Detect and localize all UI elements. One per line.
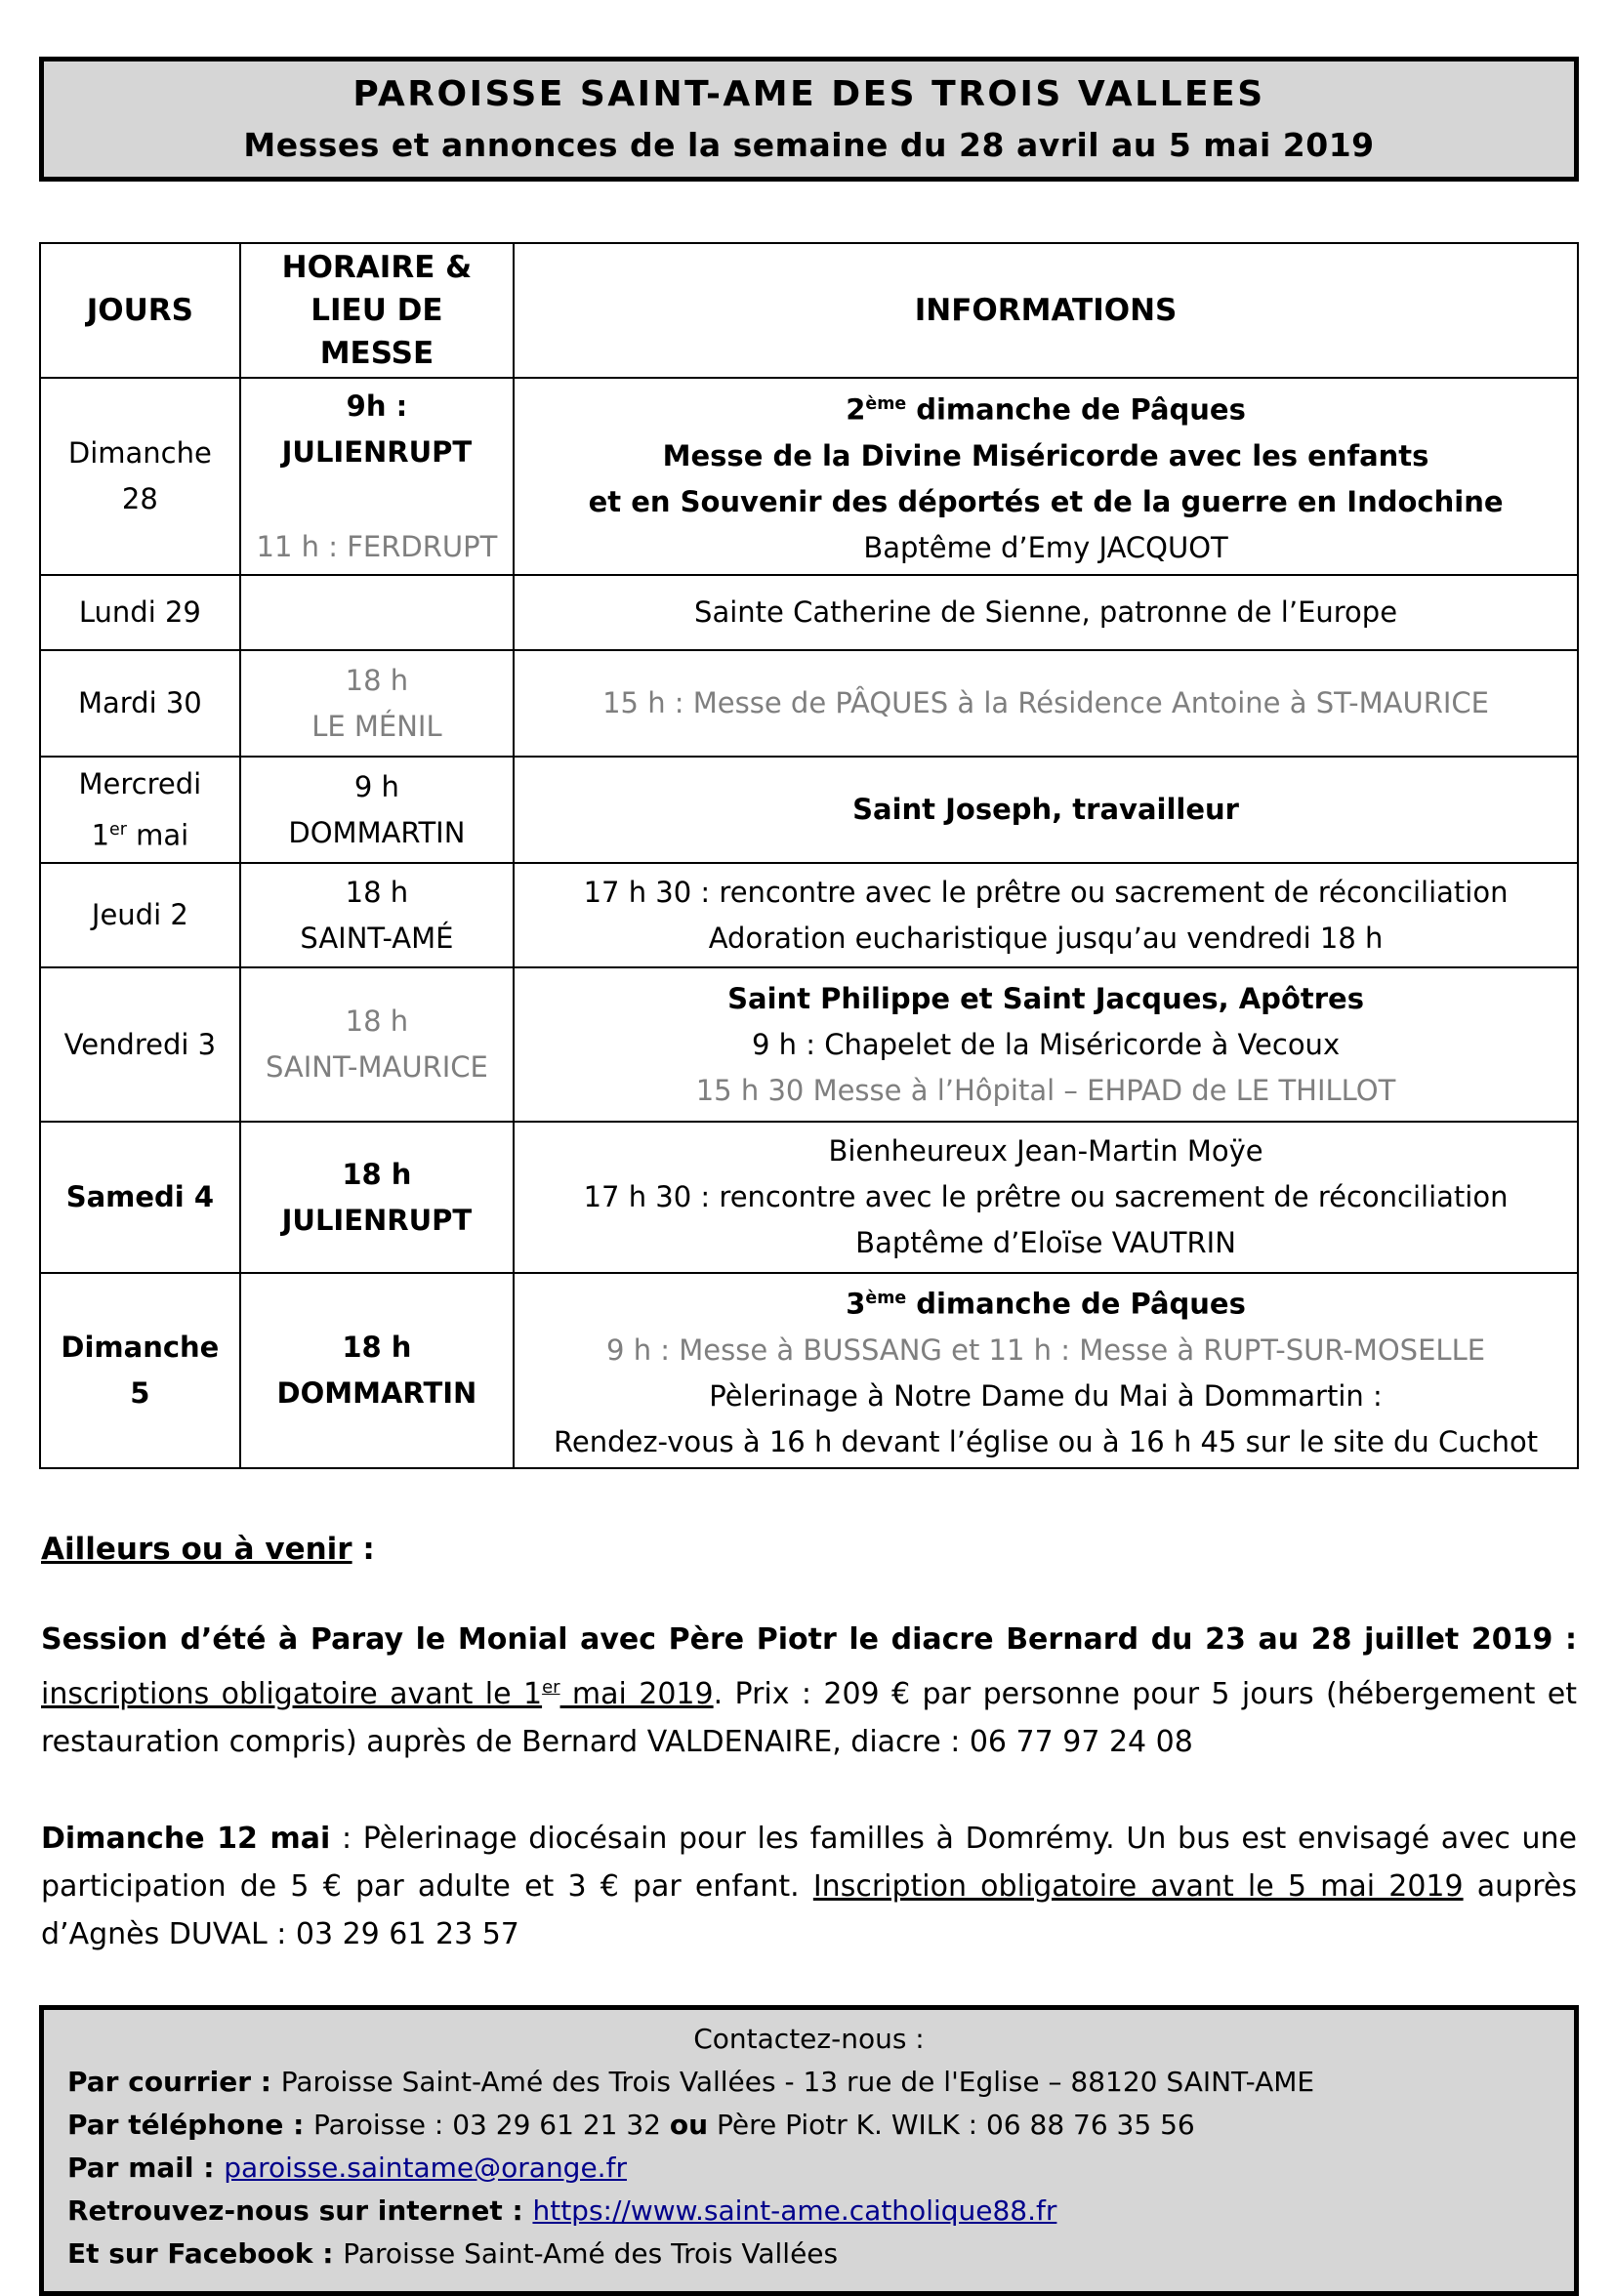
day-cell xyxy=(40,1273,240,1468)
text-segment: Paroisse Saint-Amé des Trois Vallées - 13 rue de l'Eglise – 88120 SAINT-AME xyxy=(280,2065,1315,2098)
column-header-line: INFORMATIONS xyxy=(914,293,1178,328)
info-line xyxy=(522,479,1569,525)
text-segment: 9h : JULIENRUPT xyxy=(281,389,473,469)
day-line xyxy=(49,1022,231,1068)
text-segment: Retrouvez-nous sur internet : xyxy=(67,2194,533,2227)
info-line xyxy=(522,976,1569,1022)
contact-box xyxy=(39,2005,1579,2296)
info-line xyxy=(522,382,1569,433)
day-cell xyxy=(40,863,240,967)
day-line xyxy=(49,1174,231,1220)
text-segment: Baptême d’Eloïse VAUTRIN xyxy=(855,1226,1236,1259)
text-segment: Dimanche 5 xyxy=(61,1330,220,1410)
schedule-line xyxy=(249,704,505,750)
text-segment: 1 xyxy=(91,818,110,852)
schedule-line xyxy=(249,1198,505,1244)
text-segment: Paroisse : 03 29 61 21 32 xyxy=(313,2108,670,2141)
document-header xyxy=(39,57,1579,182)
text-segment: SAINT-MAURICE xyxy=(265,1050,488,1084)
schedule-line xyxy=(249,1371,505,1416)
text-segment: Rendez-vous à 16 h devant l’église ou à 16 h 45 sur le site du Cuchot xyxy=(554,1424,1539,1458)
text-segment: Lundi 29 xyxy=(78,595,201,629)
day-cell xyxy=(40,575,240,650)
info-line xyxy=(522,870,1569,916)
text-segment: Dimanche 12 mai xyxy=(41,1821,331,1856)
text-segment: Dimanche 28 xyxy=(67,436,212,515)
info-line xyxy=(522,1276,1569,1328)
text-segment: Jeudi 2 xyxy=(91,898,188,931)
table-row xyxy=(40,650,1578,757)
day-line xyxy=(49,892,231,938)
info-cell xyxy=(514,863,1578,967)
info-line xyxy=(522,1068,1569,1114)
text-segment: dimanche de Pâques xyxy=(906,1287,1246,1321)
text-segment: Samedi 4 xyxy=(65,1180,215,1213)
contact-line xyxy=(67,2233,1551,2276)
info-line xyxy=(522,680,1569,726)
announcements-section xyxy=(39,1532,1579,1958)
text-segment: 9 h xyxy=(353,769,399,803)
info-line xyxy=(522,1419,1569,1465)
text-segment: 2 xyxy=(846,392,866,427)
schedule-line xyxy=(249,1325,505,1371)
text-segment: Saint Joseph, travailleur xyxy=(852,793,1239,826)
text-segment: 11 h : FERDRUPT xyxy=(256,529,498,563)
column-header xyxy=(514,243,1578,378)
text-segment: 18 h xyxy=(345,1004,409,1038)
text-segment: ou xyxy=(669,2108,709,2141)
schedule-line xyxy=(249,999,505,1045)
table-row xyxy=(40,757,1578,863)
text-segment: er xyxy=(109,819,127,840)
text-segment: Père Piotr K. WILK : 06 88 76 35 56 xyxy=(708,2108,1195,2141)
table-row xyxy=(40,378,1578,575)
text-segment: Mardi 30 xyxy=(77,686,202,719)
text-segment: Et sur Facebook : xyxy=(67,2236,344,2270)
text-segment: inscriptions obligatoire avant le 1 xyxy=(41,1676,543,1711)
text-segment: 3 xyxy=(846,1287,866,1321)
table-header-row xyxy=(40,243,1578,378)
schedule-line xyxy=(249,870,505,916)
email-link[interactable]: paroisse.saintame@orange.fr xyxy=(224,2151,627,2184)
contact-heading: Contactez-nous : xyxy=(693,2022,925,2055)
schedule-cell xyxy=(240,757,514,863)
day-cell xyxy=(40,378,240,575)
day-line xyxy=(49,1325,231,1416)
contact-lines xyxy=(67,2061,1551,2276)
schedule-cell xyxy=(240,1273,514,1468)
text-segment: auprès d’Agnès DUVAL : 03 29 61 23 57 xyxy=(41,1868,1577,1951)
week-subtitle: Messes et annonces de la semaine du 28 avril au 5 mai 2019 xyxy=(243,126,1375,164)
day-cell xyxy=(40,757,240,863)
schedule-line xyxy=(249,384,505,475)
text-segment: 17 h 30 : rencontre avec le prêtre ou sacrement de réconciliation xyxy=(583,1180,1509,1213)
info-line xyxy=(522,1328,1569,1374)
info-cell xyxy=(514,575,1578,650)
text-segment: JULIENRUPT xyxy=(281,1203,473,1237)
info-cell xyxy=(514,378,1578,575)
schedule-line xyxy=(249,1045,505,1090)
mass-schedule-table xyxy=(39,242,1579,1469)
text-segment: Pèlerinage à Notre Dame du Mai à Dommartin : xyxy=(709,1378,1383,1413)
schedule-cell xyxy=(240,863,514,967)
text-segment: dimanche de Pâques xyxy=(906,392,1246,427)
text-segment: ème xyxy=(865,394,907,415)
info-line xyxy=(522,916,1569,962)
day-line xyxy=(49,590,231,636)
text-segment: Bienheureux Jean-Martin Moÿe xyxy=(828,1134,1263,1168)
section-heading xyxy=(41,1532,1579,1567)
contact-line xyxy=(67,2061,1551,2104)
info-line xyxy=(522,1220,1569,1266)
info-line xyxy=(522,590,1569,636)
day-cell xyxy=(40,1122,240,1273)
text-segment: 9 h : Chapelet de la Miséricorde à Vecoux xyxy=(751,1027,1341,1061)
text-segment: 18 h xyxy=(342,1157,412,1191)
text-segment: Paroisse Saint-Amé des Trois Vallées xyxy=(343,2236,839,2270)
text-segment: Par téléphone : xyxy=(67,2108,314,2141)
table-row xyxy=(40,863,1578,967)
info-cell xyxy=(514,967,1578,1122)
schedule-line xyxy=(249,810,505,856)
table-row xyxy=(40,1273,1578,1468)
day-cell xyxy=(40,967,240,1122)
info-cell xyxy=(514,650,1578,757)
column-header xyxy=(240,243,514,378)
contact-line xyxy=(67,2147,1551,2190)
info-cell xyxy=(514,1273,1578,1468)
day-line xyxy=(49,680,231,726)
column-header-line: HORAIRE & xyxy=(281,250,473,285)
text-segment: 18 h xyxy=(345,875,409,909)
text-segment: mai 2019 xyxy=(559,1676,714,1711)
text-segment: 18 h xyxy=(342,1330,412,1364)
day-cell xyxy=(40,650,240,757)
text-segment: Ailleurs ou à venir xyxy=(41,1531,352,1567)
text-segment: Par mail : xyxy=(67,2151,225,2184)
text-segment: DOMMARTIN xyxy=(276,1375,477,1410)
info-line xyxy=(522,787,1569,833)
day-line xyxy=(49,430,231,522)
text-segment: Adoration eucharistique jusqu’au vendredi 18 h xyxy=(708,921,1384,955)
schedule-line xyxy=(249,658,505,704)
schedule-cell xyxy=(240,378,514,575)
text-segment: 17 h 30 : rencontre avec le prêtre ou sacrement de réconciliation xyxy=(583,875,1509,909)
schedule-line xyxy=(249,916,505,962)
contact-line xyxy=(67,2104,1551,2147)
table-row xyxy=(40,1122,1578,1273)
table-row xyxy=(40,967,1578,1122)
info-line xyxy=(522,1174,1569,1220)
schedule-cell xyxy=(240,1122,514,1273)
table-row xyxy=(40,575,1578,650)
text-segment: Mercredi xyxy=(78,766,202,800)
text-segment: ème xyxy=(865,1289,907,1308)
text-segment: Par courrier : xyxy=(67,2065,281,2098)
text-segment: LE MÉNIL xyxy=(311,709,442,743)
text-segment: Inscription obligatoire avant le 5 mai 2019 xyxy=(812,1868,1464,1904)
announcement-paragraph xyxy=(41,1616,1577,1766)
column-header xyxy=(40,243,240,378)
website-link[interactable]: https://www.saint-ame.catholique88.fr xyxy=(532,2194,1057,2227)
text-segment: : Pèlerinage diocésain pour les familles à Domrémy. Un bus est envisagé avec une participation de 5 € par adulte et 3 € par enfant. xyxy=(41,1821,1577,1904)
day-line xyxy=(49,761,231,807)
text-segment: er xyxy=(542,1676,560,1698)
info-cell xyxy=(514,1122,1578,1273)
schedule-line xyxy=(249,1152,505,1198)
text-segment: DOMMARTIN xyxy=(288,815,466,849)
text-segment: Session d’été à Paray le Monial avec Père Piotr le diacre Bernard du 23 au 28 juillet 2019 : xyxy=(41,1621,1577,1657)
info-cell xyxy=(514,757,1578,863)
text-segment: et en Souvenir des déportés et de la guerre en Indochine xyxy=(588,484,1504,518)
info-line xyxy=(522,525,1569,571)
text-segment: Saint Philippe et Saint Jacques, Apôtres xyxy=(727,981,1364,1015)
text-segment: SAINT-AMÉ xyxy=(300,921,454,955)
text-segment: : xyxy=(352,1531,375,1567)
schedule-cell xyxy=(240,967,514,1122)
text-segment: . Prix : 209 € par personne pour 5 jours (hébergement et restauration compris) auprès de Bernard VALDENAIRE, diacre : 06 77 97 24 08 xyxy=(41,1676,1577,1759)
info-line xyxy=(522,1128,1569,1174)
text-segment: Baptême d’Emy JACQUOT xyxy=(863,530,1228,564)
announcement-paragraph xyxy=(41,1815,1577,1958)
text-segment: 9 h : Messe à BUSSANG et 11 h : Messe à RUPT-SUR-MOSELLE xyxy=(606,1332,1486,1367)
schedule-cell xyxy=(240,575,514,650)
text-segment: Vendredi 3 xyxy=(63,1027,217,1061)
text-segment: 15 h : Messe de PÂQUES à la Résidence Antoine à ST-MAURICE xyxy=(602,686,1489,719)
schedule-line xyxy=(249,764,505,810)
info-line xyxy=(522,1374,1569,1419)
contact-line xyxy=(67,2190,1551,2233)
text-segment: Sainte Catherine de Sienne, patronne de l’Europe xyxy=(694,595,1398,629)
text-segment: mai xyxy=(126,818,189,852)
parish-title: PAROISSE SAINT-AME DES TROIS VALLEES xyxy=(352,74,1265,114)
info-line xyxy=(522,433,1569,479)
text-segment: 18 h xyxy=(345,663,409,697)
info-line xyxy=(522,1022,1569,1068)
day-line xyxy=(49,807,231,859)
schedule-cell xyxy=(240,650,514,757)
text-segment: 15 h 30 Messe à l’Hôpital – EHPAD de LE THILLOT xyxy=(695,1073,1396,1107)
column-header-line: JOURS xyxy=(86,293,193,328)
text-segment: Messe de la Divine Miséricorde avec les enfants xyxy=(662,438,1429,472)
column-header-line: LIEU DE MESSE xyxy=(310,293,443,371)
schedule-line xyxy=(249,524,505,570)
